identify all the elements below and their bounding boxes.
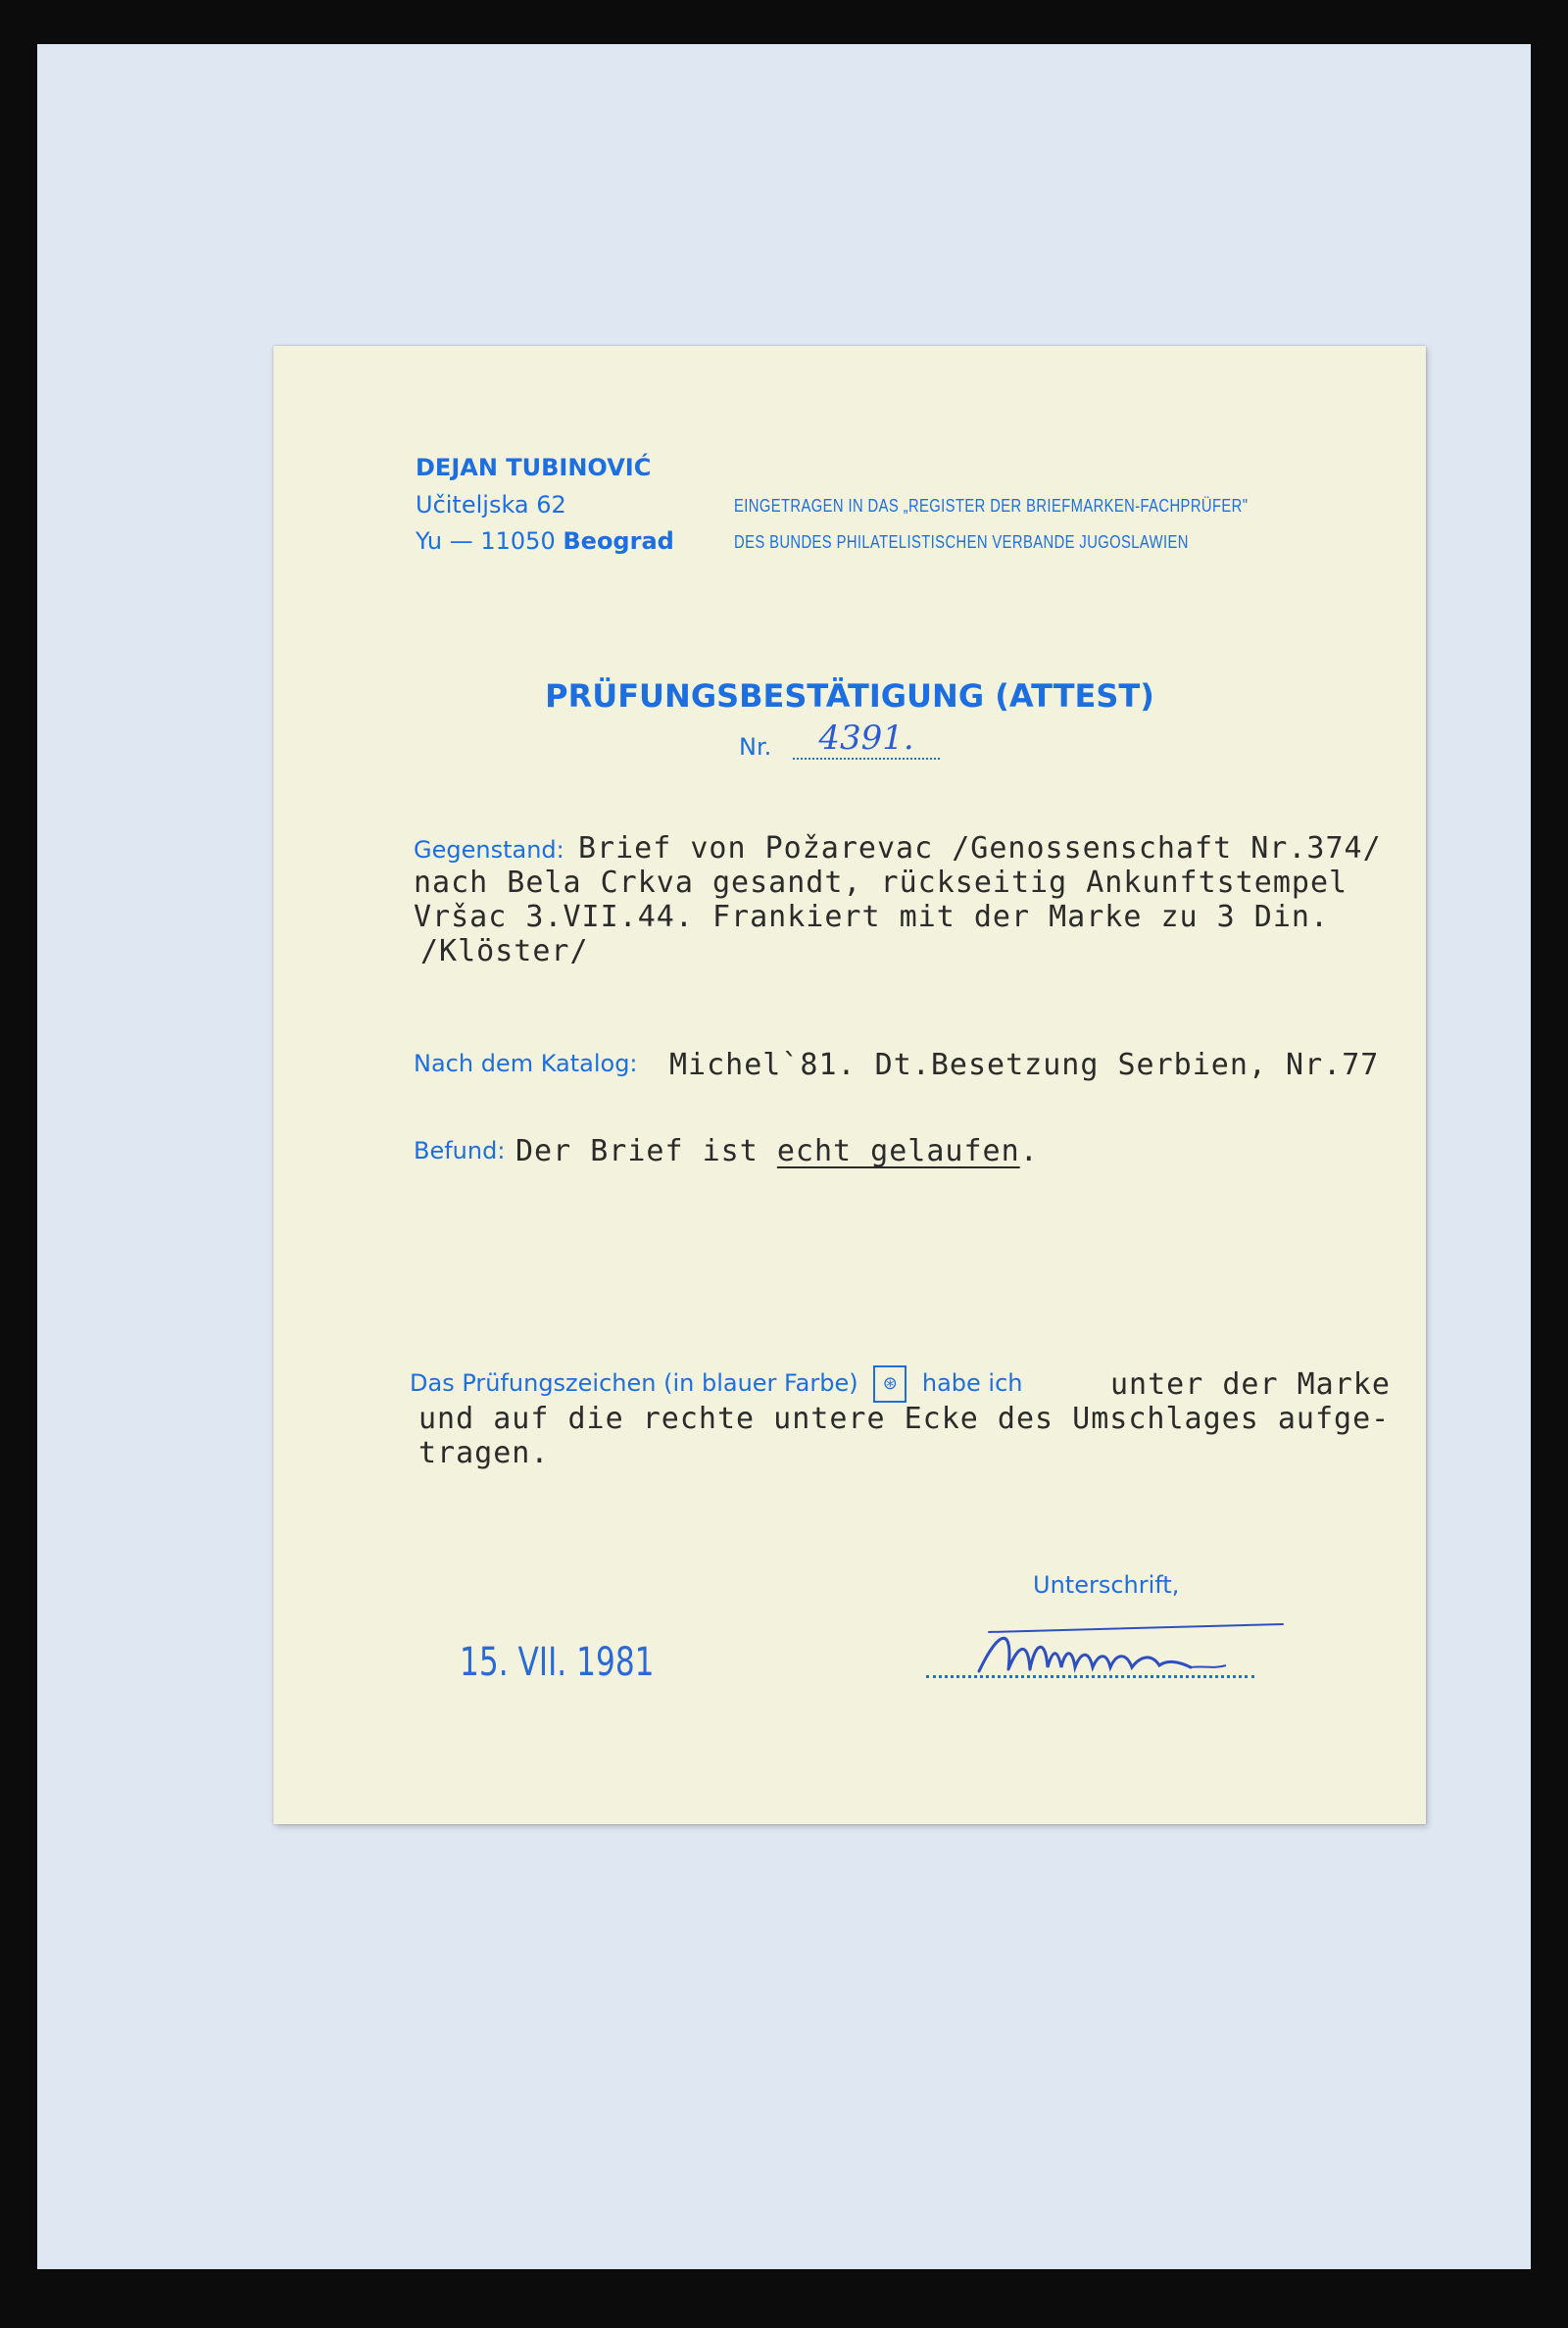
pruefzeichen-line [410,1365,1023,1403]
pruefzeichen-label: Das Prüfungszeichen (in blauer Farbe) [410,1369,858,1397]
document-title: PRÜFUNGSBESTÄTIGUNG (ATTEST) [545,677,1154,715]
pruefzeichen-typed-3: tragen. [418,1436,550,1470]
befund-label: Befund: [414,1137,506,1164]
examiner-city-line [416,527,674,555]
gegenstand-line-4: /Klöster/ [420,934,589,968]
pruefzeichen-label-2: habe ich [921,1369,1023,1397]
handwritten-signature [959,1610,1332,1689]
gegenstand-line-1: Brief von Požarevac /Genossenschaft Nr.374/ [578,831,1382,866]
befund-prefix: Der Brief ist [515,1134,777,1168]
register-line-2: DES BUNDES PHILATELISTISCHEN VERBANDE JUGOSLAWIEN [734,532,1189,552]
examiner-city: Beograd [563,527,674,555]
date-stamp: 15. VII. 1981 [460,1640,655,1685]
katalog-value: Michel`81. Dt.Besetzung Serbien, Nr.77 [669,1048,1380,1082]
register-line-1: EINGETRAGEN IN DAS „REGISTER DER BRIEFMARKEN-FACHPRÜFER" [734,496,1249,516]
attest-number-label: Nr. [739,733,772,761]
attest-number-value: 4391. [793,718,940,760]
gegenstand-line-2: nach Bela Crkva gesandt, rückseitig Ankunftstempel [414,866,1348,900]
pruefzeichen-typed-1: unter der Marke [1110,1367,1391,1402]
signature-label: Unterschrift, [1033,1571,1180,1599]
befund-suffix: . [1019,1134,1039,1168]
befund-result: echt gelaufen [776,1134,1020,1168]
examiner-mark-icon: ⊛ [873,1365,906,1403]
katalog-label: Nach dem Katalog: [414,1050,638,1077]
pruefzeichen-typed-2: und auf die rechte untere Ecke des Umschlages aufge- [418,1402,1391,1436]
befund-value [515,1134,1039,1168]
gegenstand-label: Gegenstand: [414,836,564,864]
examiner-name: DEJAN TUBINOVIĆ [416,454,652,481]
attest-document [273,346,1426,1824]
examiner-city-prefix: Yu — 11050 [416,527,556,555]
gegenstand-line-3: Vršac 3.VII.44. Frankiert mit der Marke zu 3 Din. [414,900,1330,934]
examiner-street: Učiteljska 62 [416,491,566,519]
